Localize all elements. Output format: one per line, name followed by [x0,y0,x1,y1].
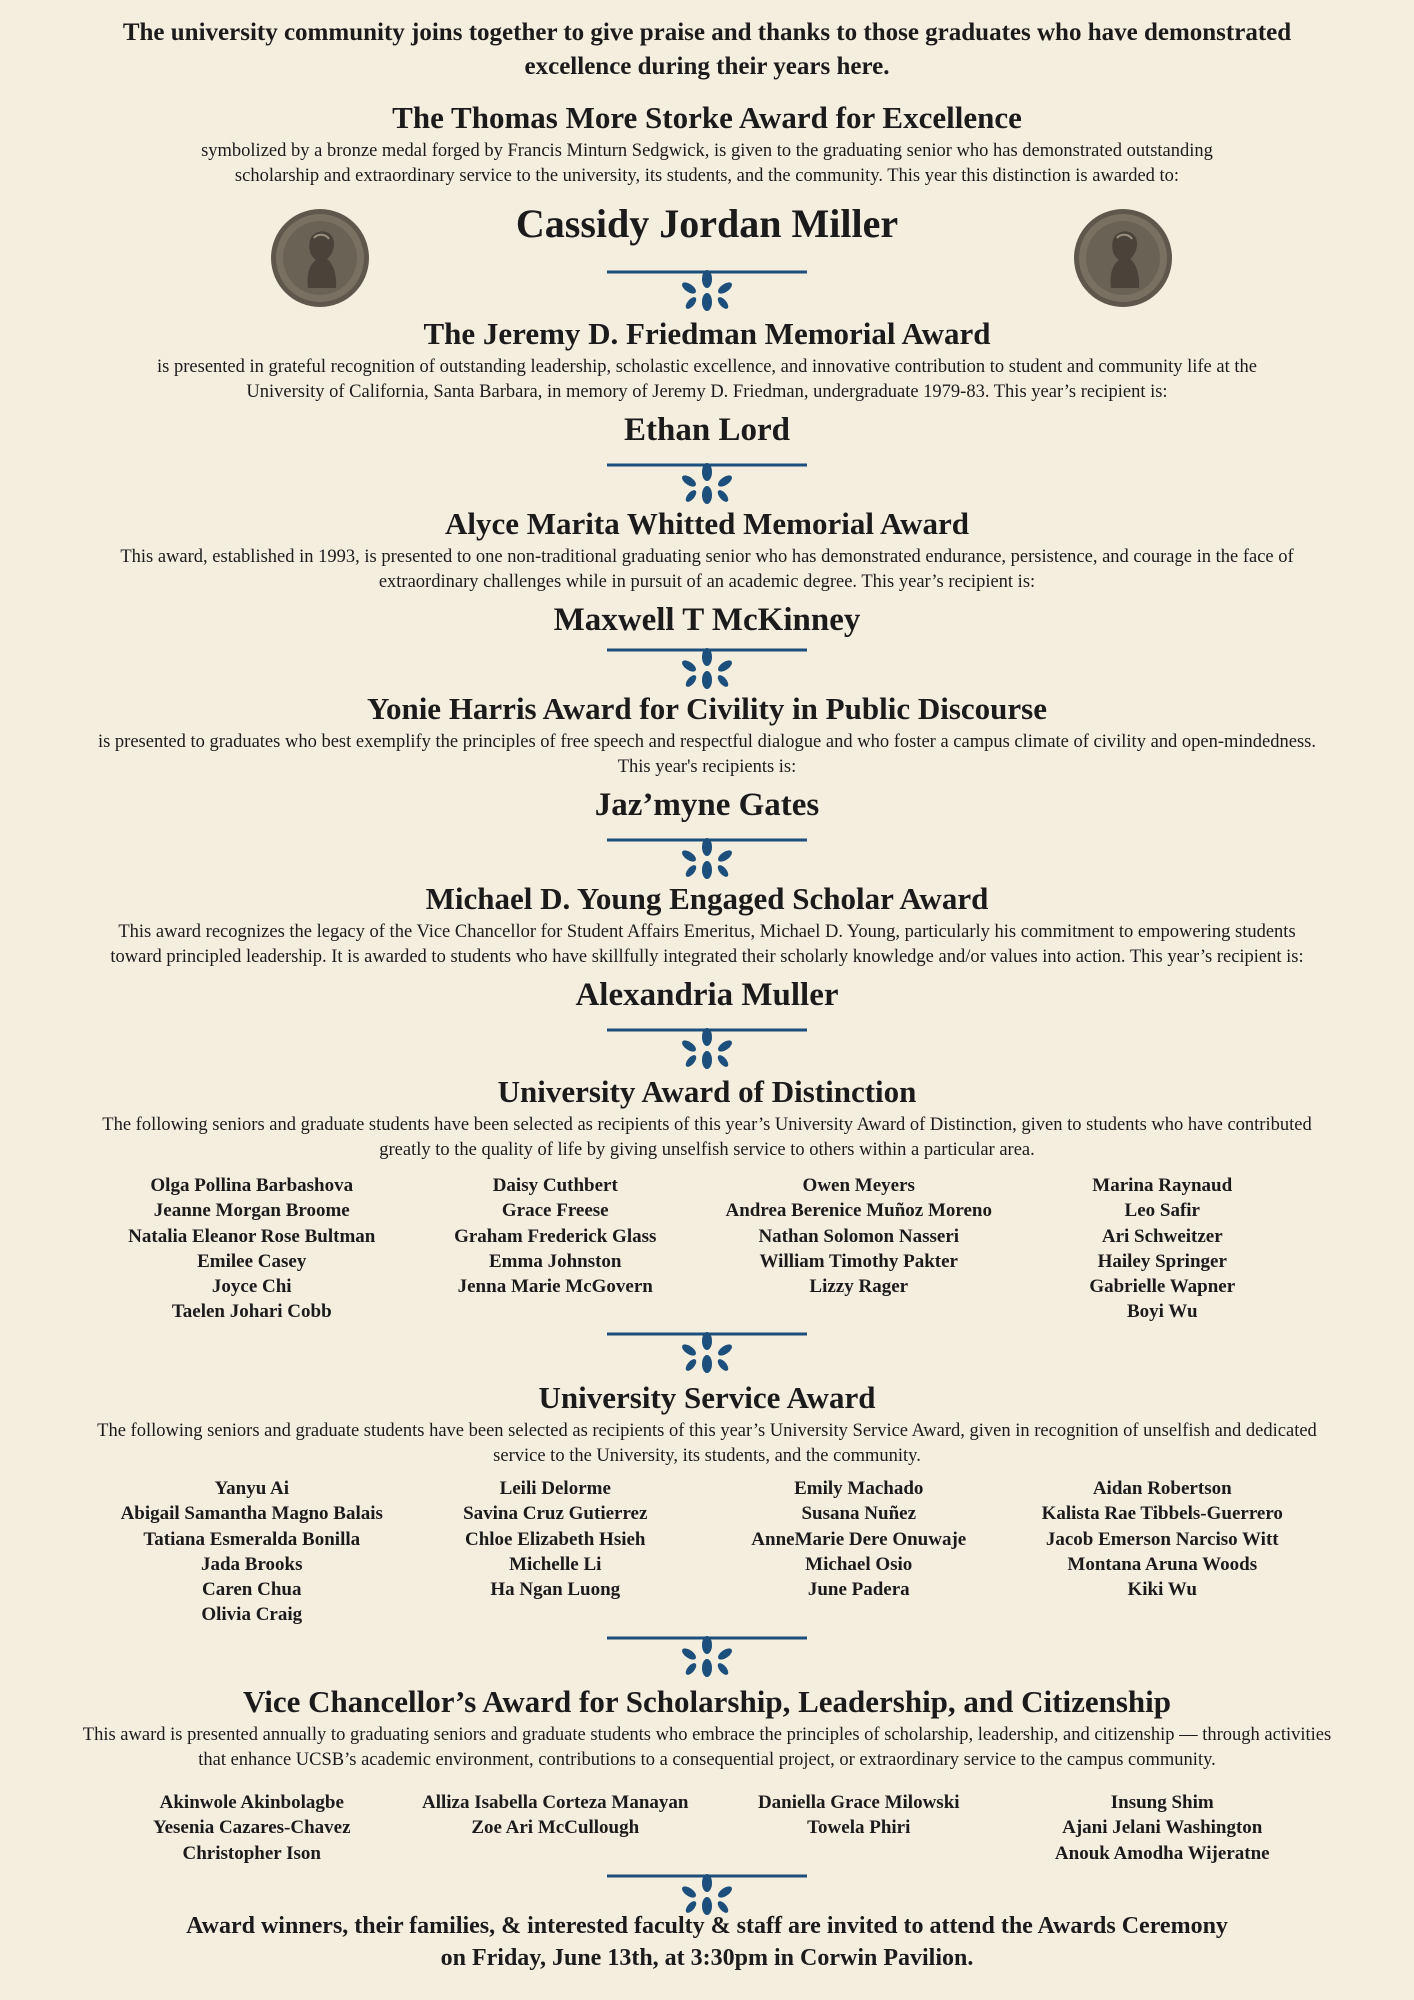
recipient-name: Boyi Wu [1126,1301,1198,1323]
award-description [40,1723,1374,1773]
recipient-name: Susana Nuñez [801,1503,917,1525]
recipient-column [404,1173,708,1325]
award-title: Vice Chancellor’s Award for Scholarship, Leadership, and Citizenship [242,1684,1172,1719]
recipient-name: Michelle Li [509,1553,602,1575]
recipient-name: Montana Aruna Woods [1067,1553,1258,1575]
recipient-name: Daniella Grace Milowski [757,1792,960,1813]
recipient-name: Jeanne Morgan Broome [153,1200,350,1222]
recipient-name: Jaz’myne Gates [594,787,820,823]
recipient-name: Grace Freese [501,1200,609,1222]
recipient-name: AnneMarie Dere Onuwaje [751,1528,967,1550]
distinction-recipients [100,1173,1314,1325]
ornamental-divider [605,1632,809,1678]
ornamental-divider [605,834,809,880]
description-line: that enhance UCSB’s academic environment, contributions to a consequential project, or extraordinary service to the campus community. [198,1750,1216,1770]
invitation-line-1: Award winners, their families, & interested faculty & staff are invited to attend the Awards Ceremony [186,1913,1228,1939]
recipient-column [100,1476,404,1628]
intro-line-2: excellence during their years here. [524,53,890,80]
description-line: This award recognizes the legacy of the Vice Chancellor for Student Affairs Emeritus, Michael D. Young, particularly his commitment to empowering students [118,922,1296,942]
description-line: symbolized by a bronze medal forged by Francis Minturn Sedgwick, is given to the graduating senior who has demonstrated outstanding [201,141,1213,161]
recipient-name: Alexandria Muller [575,977,839,1013]
recipient-name: Kiki Wu [1127,1579,1198,1601]
recipient-name: Natalia Eleanor Rose Bultman [128,1225,376,1247]
service-award-section [40,1380,1374,1469]
recipient-name: Leo Safir [1124,1200,1200,1222]
award-title: University Award of Distinction [497,1074,917,1109]
invitation-line-2: on Friday, June 13th, at 3:30pm in Corwin Pavilion. [440,1945,974,1971]
description-line: The following seniors and graduate students have been selected as recipients of this year’s University Award of Distinction, given to students who have contributed [102,1115,1312,1135]
award-title: Yonie Harris Award for Civility in Public Discourse [367,691,1047,726]
recipient-name: Yanyu Ai [214,1478,289,1499]
service-recipients [100,1476,1314,1628]
recipient-name: Yesenia Cazares-Chavez [152,1817,351,1839]
description-line: service to the University, its students, and the community. [493,1446,921,1466]
vice-chancellor-recipients [100,1790,1314,1866]
recipient-name: Jacob Emerson Narciso Witt [1045,1528,1279,1550]
ornamental-divider [605,1328,809,1374]
recipient-name: Towela Phiri [807,1817,911,1839]
recipient-name: Chloe Elizabeth Hsieh [464,1528,646,1550]
recipient-name: Aidan Robertson [1092,1478,1232,1499]
recipient-name: Taelen Johari Cobb [171,1301,332,1323]
storke-award-section [40,100,1374,249]
ceremony-invitation [60,1910,1354,1974]
recipient-column [707,1790,1011,1866]
recipient-name: Ha Ngan Luong [490,1579,621,1601]
recipient-name: Maxwell T McKinney [553,602,861,638]
recipient-name: Ari Schweitzer [1101,1225,1223,1247]
young-award-section [40,881,1374,1016]
recipient-column [404,1476,708,1628]
recipient-name: Jada Brooks [200,1553,303,1575]
recipient-name: Hailey Springer [1097,1250,1227,1272]
recipient-name: Emilee Casey [197,1250,307,1272]
recipient-name: Daisy Cuthbert [492,1175,618,1196]
award-description [40,1419,1374,1469]
award-title: University Service Award [538,1380,876,1415]
description-line: This year's recipients is: [617,757,797,777]
award-description [40,545,1374,595]
recipient-name: Savina Cruz Gutierrez [463,1503,648,1525]
description-line: extraordinary challenges while in pursuit of an academic degree. This year’s recipient is: [378,572,1036,592]
description-line: The following seniors and graduate students have been selected as recipients of this year’s University Service Award, given in recognition of unselfish and dedicated [97,1421,1317,1441]
whitted-award-section [40,506,1374,641]
description-line: is presented to graduates who best exemplify the principles of free speech and respectful dialogue and who foster a campus climate of civility and open-mindedness. [97,732,1317,752]
intro-text [60,16,1354,84]
award-description [40,1113,1374,1163]
recipient-column [100,1173,404,1325]
ornamental-divider [605,644,809,690]
recipient-column [707,1476,1011,1628]
recipient-column [1011,1790,1315,1866]
recipient-name: Gabrielle Wapner [1089,1276,1236,1298]
recipient-name: Owen Meyers [802,1175,915,1196]
ornamental-divider [605,266,809,312]
recipient-name: Lizzy Rager [809,1276,909,1298]
recipient-name: Nathan Solomon Nasseri [758,1225,960,1247]
recipient-name: Akinwole Akinbolagbe [159,1792,344,1813]
recipient-name: Christopher Ison [182,1842,321,1864]
recipient-column [1011,1476,1315,1628]
award-description [40,355,1374,405]
bronze-medal-icon [1073,208,1173,308]
award-description [40,920,1374,970]
award-title: The Jeremy D. Friedman Memorial Award [423,316,991,351]
ornamental-divider [605,459,809,505]
recipient-column [100,1790,404,1866]
recipient-name: Graham Frederick Glass [454,1225,657,1247]
ornamental-divider [605,1024,809,1070]
recipient-name: Leili Delorme [499,1478,611,1499]
recipient-name: Cassidy Jordan Miller [515,201,899,246]
intro-line-1: The university community joins together to give praise and thanks to those graduates who have demonstrated [122,19,1292,46]
vice-chancellor-award-section [40,1684,1374,1773]
harris-award-section [40,691,1374,826]
recipient-name: Jenna Marie McGovern [457,1276,653,1298]
bronze-medal-icon [270,208,370,308]
recipient-name: Michael Osio [805,1553,913,1575]
recipient-name: June Padera [807,1579,910,1601]
recipient-name: William Timothy Pakter [759,1250,958,1272]
award-description [40,139,1374,189]
recipient-name: Marina Raynaud [1092,1175,1233,1196]
recipient-name: Joyce Chi [211,1276,292,1298]
recipient-name: Anouk Amodha Wijeratne [1054,1842,1270,1864]
recipient-name: Ethan Lord [624,412,790,448]
recipient-name: Abigail Samantha Magno Balais [120,1503,383,1525]
distinction-award-section [40,1074,1374,1163]
recipient-name: Olivia Craig [201,1604,303,1626]
recipient-name: Caren Chua [202,1579,302,1601]
description-line: scholarship and extraordinary service to the university, its students, and the community. This year this distinction is awarded to: [234,166,1180,186]
description-line: This award is presented annually to graduating seniors and graduate students who embrace the principles of scholarship, leadership, and citizenship — through activities [82,1725,1332,1745]
description-line: University of California, Santa Barbara, in memory of Jeremy D. Friedman, undergraduate 1979-83. This year’s recipient is: [246,382,1168,402]
description-line: greatly to the quality of life by giving unselfish service to others within a particular area. [379,1140,1035,1160]
friedman-award-section [40,316,1374,451]
recipient-name: Emily Machado [794,1478,924,1499]
recipient-name: Kalista Rae Tibbels-Guerrero [1041,1503,1283,1525]
description-line: toward principled leadership. It is awarded to students who have skillfully integrated their scholarly knowledge and/or values into action. This year’s recipient is: [110,947,1304,967]
recipient-column [707,1173,1011,1325]
recipient-name: Alliza Isabella Corteza Manayan [421,1792,689,1813]
award-title: The Thomas More Storke Award for Excellence [392,100,1022,135]
recipient-name: Emma Johnston [489,1250,622,1272]
description-line: This award, established in 1993, is presented to one non-traditional graduating senior who has demonstrated endurance, persistence, and courage in the face of [120,547,1294,567]
recipient-name: Tatiana Esmeralda Bonilla [143,1528,361,1550]
recipient-name: Ajani Jelani Washington [1062,1817,1263,1839]
description-line: is presented in grateful recognition of outstanding leadership, scholastic excellence, and innovative contribution to student and community life at the [157,357,1257,377]
recipient-column [1011,1173,1315,1325]
award-description [40,730,1374,780]
recipient-name: Andrea Berenice Muñoz Moreno [725,1200,992,1222]
recipient-name: Zoe Ari McCullough [471,1817,640,1839]
recipient-column [404,1790,708,1866]
award-title: Michael D. Young Engaged Scholar Award [425,881,989,916]
award-title: Alyce Marita Whitted Memorial Award [444,506,969,541]
recipient-name: Insung Shim [1110,1792,1214,1813]
recipient-name: Olga Pollina Barbashova [150,1175,354,1196]
